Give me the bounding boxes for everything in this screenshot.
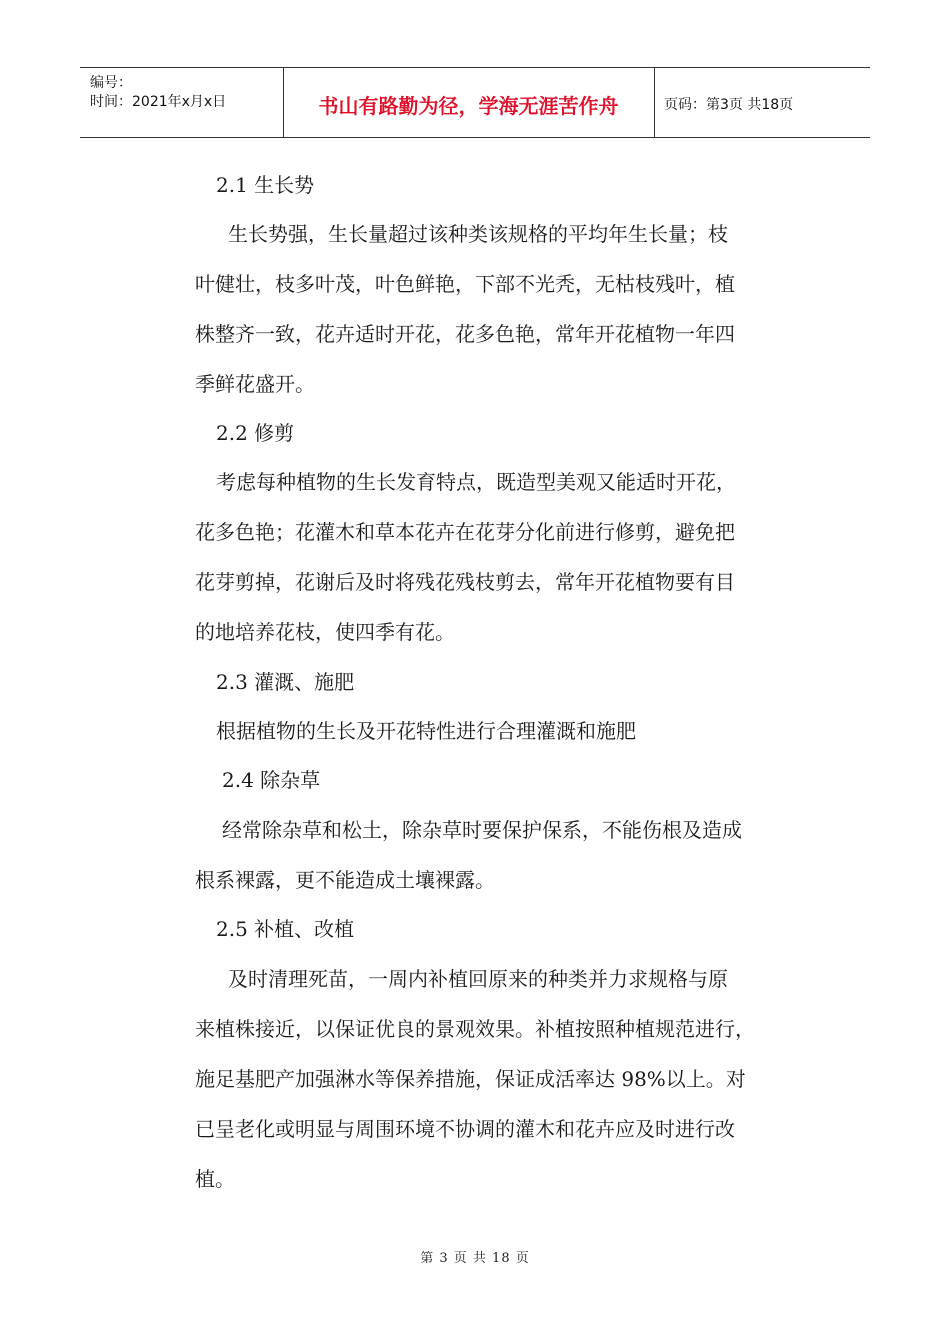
section-heading: 2.5 补植、改植 [216,917,355,941]
paragraph-line: 及时清理死苗，一周内补植回原来的种类并力求规格与原 [228,967,728,991]
paragraph-line: 已呈老化或明显与周围环境不协调的灌木和花卉应及时进行改 [195,1117,735,1141]
time-label: 时间：2021年x月x日 [90,94,227,110]
paragraph-line: 季鲜花盛开。 [195,372,315,396]
paragraph-line: 根系裸露，更不能造成土壤裸露。 [195,868,495,892]
section-heading: 2.1 生长势 [216,173,315,197]
header-left-cell [80,68,284,137]
paragraph-line: 花芽剪掉，花谢后及时将残花残枝剪去，常年开花植物要有目 [195,570,735,594]
paragraph-line: 的地培养花枝，使四季有花。 [195,620,455,644]
code-label: 编号： [90,75,132,91]
paragraph-line: 植。 [195,1167,235,1191]
paragraph-line: 施足基肥产加强淋水等保养措施，保证成活率达 98%以上。对 [195,1067,746,1091]
section-heading: 2.2 修剪 [216,421,295,445]
motto-text: 书山有路勤为径，学海无涯苦作舟 [318,94,619,118]
paragraph-line: 根据植物的生长及开花特性进行合理灌溉和施肥 [216,719,636,743]
section-heading: 2.3 灌溉、施肥 [216,670,355,694]
page-footer: 第 3 页 共 18 页 [420,1251,530,1266]
paragraph-line: 经常除杂草和松土，除杂草时要保护保系，不能伤根及造成 [222,818,742,842]
page-header [80,67,870,138]
paragraph-line: 花多色艳；花灌木和草本花卉在花芽分化前进行修剪，避免把 [195,520,735,544]
paragraph-line: 株整齐一致，花卉适时开花，花多色艳，常年开花植物一年四 [195,322,735,346]
paragraph-line: 考虑每种植物的生长发育特点，既造型美观又能适时开花， [216,470,736,494]
page-code: 页码：第3页 共18页 [664,97,794,113]
header-mid-cell [283,68,655,137]
paragraph-line: 来植株接近，以保证优良的景观效果。补植按照种植规范进行， [195,1017,755,1041]
paragraph-line: 叶健壮，枝多叶茂，叶色鲜艳，下部不光秃，无枯枝残叶，植 [195,272,735,296]
paragraph-line: 生长势强，生长量超过该种类该规格的平均年生长量；枝 [228,222,728,246]
header-right-cell [654,68,870,137]
section-heading: 2.4 除杂草 [222,768,321,792]
